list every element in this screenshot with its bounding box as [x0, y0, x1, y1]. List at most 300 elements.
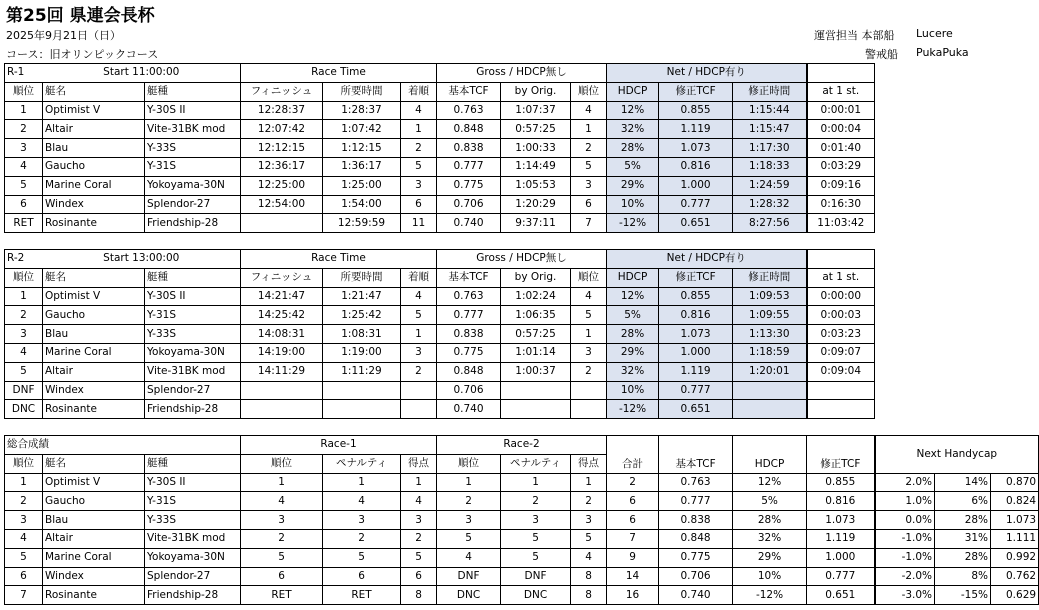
race1-col-header: by Orig.	[501, 82, 571, 101]
race2-cell: 0:00:00	[807, 287, 875, 306]
race1-cell: 12:28:37	[241, 101, 323, 120]
race2-cell: 5	[401, 306, 437, 325]
overall-cell: 1	[241, 473, 323, 492]
race2-cell: 3	[401, 343, 437, 362]
race1-race-time-header: Race Time	[241, 64, 437, 83]
race1-cell: 0.651	[659, 214, 733, 233]
race1-label: R-1	[5, 64, 43, 83]
race1-cell: 0:16:30	[807, 195, 875, 214]
overall-cell: 0.816	[807, 492, 875, 511]
race2-cell	[501, 381, 571, 400]
overall-cell: 0.651	[807, 586, 875, 605]
race1-cell: 5	[571, 157, 607, 176]
race2-col-header: 艇名	[43, 268, 145, 287]
race1-cell: 1:28:32	[733, 195, 807, 214]
race2-cell	[501, 400, 571, 419]
race1-cell: 2	[401, 139, 437, 158]
overall-cell: 5	[401, 548, 437, 567]
overall-cell: Rosinante	[43, 586, 145, 605]
race2-cell: 0.777	[437, 306, 501, 325]
race2-gross-header: Gross / HDCP無し	[437, 250, 607, 269]
race2-col-header: 所要時間	[323, 268, 401, 287]
overall-cell: 5	[5, 548, 43, 567]
race2-col-header: at 1 st.	[807, 268, 875, 287]
race2-cell	[571, 381, 607, 400]
overall-cell: 0.762	[991, 567, 1039, 586]
course-name: コース：旧オリンピックコース	[6, 48, 159, 61]
race2-cell: 1	[571, 325, 607, 344]
overall-cell: 5	[323, 548, 401, 567]
overall-cell: 0.824	[991, 492, 1039, 511]
race2-cell	[323, 400, 401, 419]
race2-cell: Windex	[43, 381, 145, 400]
race2-cell: 1:09:55	[733, 306, 807, 325]
race1-cell: 1:36:17	[323, 157, 401, 176]
race1-cell: 0:09:16	[807, 176, 875, 195]
table-row	[5, 492, 1039, 511]
overall-cell: -1.0%	[875, 548, 935, 567]
overall-cell: 1.000	[807, 548, 875, 567]
race2-cell: 1:13:30	[733, 325, 807, 344]
race1-cell: 1:12:15	[323, 139, 401, 158]
overall-cell: 0.838	[659, 511, 733, 530]
race1-cell: 0:00:04	[807, 120, 875, 139]
race1-cell: 0:03:29	[807, 157, 875, 176]
overall-cell: DNC	[501, 586, 571, 605]
overall-cell: 6	[241, 567, 323, 586]
overall-cell: Y-30S II	[145, 473, 241, 492]
race2-cell: Optimist V	[43, 287, 145, 306]
race1-col-header: at 1 st.	[807, 82, 875, 101]
overall-cell: 8	[401, 586, 437, 605]
overall-cell: Altair	[43, 529, 145, 548]
table-row	[5, 529, 1039, 548]
race1-cell: 1:07:37	[501, 101, 571, 120]
race1-cell: Windex	[43, 195, 145, 214]
race1-cell: 4	[571, 101, 607, 120]
race1-cell: 5%	[607, 157, 659, 176]
race2-cell: 1:00:37	[501, 362, 571, 381]
overall-cell: 2	[401, 529, 437, 548]
race1-cell: 4	[5, 157, 43, 176]
overall-col-header: 得点	[571, 454, 607, 473]
race2-col-header: HDCP	[607, 268, 659, 287]
race2-cell: 5	[571, 306, 607, 325]
race1-cell: 1:20:29	[501, 195, 571, 214]
race1-cell: 0.855	[659, 101, 733, 120]
race1-cell: 0:01:40	[807, 139, 875, 158]
race1-cell: 0:57:25	[501, 120, 571, 139]
race2-cell: 0.855	[659, 287, 733, 306]
race1-cell: 0.777	[437, 157, 501, 176]
race1-cell: Blau	[43, 139, 145, 158]
race2-col-header: 基本TCF	[437, 268, 501, 287]
race2-cell: 0.838	[437, 325, 501, 344]
race2-cell: 0.763	[437, 287, 501, 306]
overall-cell: DNF	[501, 567, 571, 586]
overall-cell: 3	[571, 511, 607, 530]
race1-cell: 1:17:30	[733, 139, 807, 158]
overall-cell: 0.992	[991, 548, 1039, 567]
overall-col-header: 順位	[437, 454, 501, 473]
race2-cell	[323, 381, 401, 400]
race1-cell: 1	[401, 120, 437, 139]
overall-cell: Vite-31BK mod	[145, 529, 241, 548]
race1-cell: 1.119	[659, 120, 733, 139]
overall-cell: 2	[323, 529, 401, 548]
race2-cell: 1.119	[659, 362, 733, 381]
race2-cell: DNC	[5, 400, 43, 419]
race2-net-header: Net / HDCP有り	[607, 250, 807, 269]
race1-cell: 1:14:49	[501, 157, 571, 176]
overall-cell: 7	[607, 529, 659, 548]
overall-cell: 6	[401, 567, 437, 586]
overall-cell: 1	[501, 473, 571, 492]
overall-cell: 0.763	[659, 473, 733, 492]
overall-col-header: 順位	[5, 454, 43, 473]
overall-cell: DNF	[437, 567, 501, 586]
race2-cell: Vite-31BK mod	[145, 362, 241, 381]
race2-cell	[241, 381, 323, 400]
race2-cell: 14:19:00	[241, 343, 323, 362]
table-row	[5, 139, 875, 158]
race2-cell: 1:11:29	[323, 362, 401, 381]
race2-cell	[401, 400, 437, 419]
overall-cell: 2	[5, 492, 43, 511]
race1-cell: 5	[401, 157, 437, 176]
overall-cell: Y-31S	[145, 492, 241, 511]
overall-cell: 1	[437, 473, 501, 492]
table-row	[5, 120, 875, 139]
overall-cell: 6	[607, 511, 659, 530]
race2-cell: 5	[5, 362, 43, 381]
race1-col-header: 着順	[401, 82, 437, 101]
staff-role-2: 警戒船	[865, 48, 898, 61]
race1-cell: 0.763	[437, 101, 501, 120]
race1-cell: 4	[401, 101, 437, 120]
race1-cell: Yokoyama-30N	[145, 176, 241, 195]
overall-cell: -3.0%	[875, 586, 935, 605]
overall-cell: 4	[241, 492, 323, 511]
race1-cell: Friendship-28	[145, 214, 241, 233]
race1-cell: 8:27:56	[733, 214, 807, 233]
race2-cell: 1:01:14	[501, 343, 571, 362]
race2-cell: 0.651	[659, 400, 733, 419]
overall-base-tcf-header: 基本TCF	[659, 436, 733, 474]
overall-cell: RET	[323, 586, 401, 605]
race1-cell: 1:24:59	[733, 176, 807, 195]
race1-cell: 1:05:53	[501, 176, 571, 195]
overall-hdcp-header: HDCP	[733, 436, 807, 474]
overall-cell: 1.073	[807, 511, 875, 530]
overall-cell: 0.848	[659, 529, 733, 548]
race1-cell: 1	[571, 120, 607, 139]
race2-cell: 5%	[607, 306, 659, 325]
table-row	[5, 381, 875, 400]
race-date: 2025年9月21日（日）	[6, 29, 121, 42]
overall-cell: 5	[437, 529, 501, 548]
overall-cell: 0.777	[659, 492, 733, 511]
overall-cell: 1	[5, 473, 43, 492]
race2-cell: 4	[5, 343, 43, 362]
overall-col-header: ペナルティ	[501, 454, 571, 473]
overall-col-header: ペナルティ	[323, 454, 401, 473]
race1-cell: 0.706	[437, 195, 501, 214]
race1-cell: 12:36:17	[241, 157, 323, 176]
race2-cell: 1	[5, 287, 43, 306]
overall-cell: 16	[607, 586, 659, 605]
overall-cell: 3	[501, 511, 571, 530]
race2-cell: 0:03:23	[807, 325, 875, 344]
race1-cell: 2	[571, 139, 607, 158]
overall-cell: 3	[401, 511, 437, 530]
race1-cell: 0.848	[437, 120, 501, 139]
table-row	[5, 473, 1039, 492]
race2-cell: 1:25:42	[323, 306, 401, 325]
race1-col-header: 基本TCF	[437, 82, 501, 101]
race1-cell: 1:18:33	[733, 157, 807, 176]
overall-cell: 12%	[733, 473, 807, 492]
overall-cell: 7	[5, 586, 43, 605]
race1-cell: 12:12:15	[241, 139, 323, 158]
race1-col-header: 所要時間	[323, 82, 401, 101]
overall-cell: 8	[571, 567, 607, 586]
race2-cell: 4	[571, 287, 607, 306]
race2-cell: 4	[401, 287, 437, 306]
race2-cell: 1	[401, 325, 437, 344]
race2-cell	[241, 400, 323, 419]
race2-cell: 0.848	[437, 362, 501, 381]
overall-cell: 1	[323, 473, 401, 492]
overall-cell: Friendship-28	[145, 586, 241, 605]
race2-cell: 14:25:42	[241, 306, 323, 325]
overall-cell: Y-33S	[145, 511, 241, 530]
race1-cell: Splendor-27	[145, 195, 241, 214]
race1-empty-header	[807, 64, 875, 83]
race1-cell: Y-31S	[145, 157, 241, 176]
race1-cell: 0.775	[437, 176, 501, 195]
race2-cell: -12%	[607, 400, 659, 419]
overall-cell: 4	[401, 492, 437, 511]
race1-cell: 6	[571, 195, 607, 214]
overall-cell: 31%	[935, 529, 991, 548]
overall-cell: 2	[437, 492, 501, 511]
overall-cell: 1.0%	[875, 492, 935, 511]
overall-cell: 14%	[935, 473, 991, 492]
race1-col-header: 艇名	[43, 82, 145, 101]
race2-start-time: Start 13:00:00	[43, 250, 241, 269]
race1-cell: 12:54:00	[241, 195, 323, 214]
race2-cell	[807, 400, 875, 419]
race1-cell: 1:54:00	[323, 195, 401, 214]
race1-cell: Vite-31BK mod	[145, 120, 241, 139]
overall-cell: 1.073	[991, 511, 1039, 530]
race2-col-header: by Orig.	[501, 268, 571, 287]
overall-col-header: 艇種	[145, 454, 241, 473]
overall-cell: 2.0%	[875, 473, 935, 492]
overall-total-header: 合計	[607, 436, 659, 474]
race2-cell: 28%	[607, 325, 659, 344]
race1-cell: 0.816	[659, 157, 733, 176]
race1-results-table	[4, 63, 875, 233]
overall-cell: Windex	[43, 567, 145, 586]
race2-cell: DNF	[5, 381, 43, 400]
race2-col-header: 艇種	[145, 268, 241, 287]
race2-cell: Friendship-28	[145, 400, 241, 419]
overall-cell: 0.775	[659, 548, 733, 567]
staff-name-2: PukaPuka	[916, 46, 969, 59]
overall-cell: 5	[501, 529, 571, 548]
race2-cell: 14:08:31	[241, 325, 323, 344]
race2-cell: 1:06:35	[501, 306, 571, 325]
overall-race1-header: Race-1	[241, 436, 437, 455]
race1-cell: 12:25:00	[241, 176, 323, 195]
race2-cell: 3	[5, 325, 43, 344]
overall-cell: 5	[241, 548, 323, 567]
overall-cell: 9	[607, 548, 659, 567]
race1-cell: 10%	[607, 195, 659, 214]
overall-cell: Splendor-27	[145, 567, 241, 586]
table-row	[5, 567, 1039, 586]
race2-cell: 2	[571, 362, 607, 381]
overall-results-table	[4, 435, 1039, 605]
race1-cell	[241, 214, 323, 233]
overall-cell: 10%	[733, 567, 807, 586]
table-row	[5, 214, 875, 233]
race2-cell: Yokoyama-30N	[145, 343, 241, 362]
overall-cell: 2	[607, 473, 659, 492]
race2-cell: Gaucho	[43, 306, 145, 325]
race1-col-header: 艇種	[145, 82, 241, 101]
race1-cell: Gaucho	[43, 157, 145, 176]
race2-cell: 0:09:04	[807, 362, 875, 381]
race1-col-header: 修正時間	[733, 82, 807, 101]
table-row	[5, 195, 875, 214]
overall-cell: 0.777	[807, 567, 875, 586]
race1-cell: 0.838	[437, 139, 501, 158]
overall-cell: 4	[437, 548, 501, 567]
table-row	[5, 511, 1039, 530]
race1-cell: 3	[401, 176, 437, 195]
race2-cell: Y-33S	[145, 325, 241, 344]
race2-cell: 0.777	[659, 381, 733, 400]
race1-cell: -12%	[607, 214, 659, 233]
race1-cell: Rosinante	[43, 214, 145, 233]
race2-cell: 0:00:03	[807, 306, 875, 325]
race1-cell: 12%	[607, 101, 659, 120]
table-row	[5, 101, 875, 120]
race1-cell: 2	[5, 120, 43, 139]
race1-cell: 11:03:42	[807, 214, 875, 233]
race2-cell: 1.000	[659, 343, 733, 362]
race1-cell: 12:59:59	[323, 214, 401, 233]
overall-cell: -12%	[733, 586, 807, 605]
race1-col-header: 順位	[571, 82, 607, 101]
race1-cell: 0:00:01	[807, 101, 875, 120]
race1-cell: 3	[5, 139, 43, 158]
overall-col-header: 艇名	[43, 454, 145, 473]
race2-col-header: 着順	[401, 268, 437, 287]
race2-cell: 0:57:25	[501, 325, 571, 344]
race1-cell: RET	[5, 214, 43, 233]
race1-cell: 11	[401, 214, 437, 233]
overall-next-handicap-header: Next Handycap	[875, 436, 1039, 474]
race2-col-header: 順位	[571, 268, 607, 287]
race2-cell: Y-31S	[145, 306, 241, 325]
overall-cell: -1.0%	[875, 529, 935, 548]
race2-cell: Y-30S II	[145, 287, 241, 306]
overall-cell: -15%	[935, 586, 991, 605]
overall-label: 総合成績	[5, 436, 241, 455]
staff-name-1: Lucere	[916, 27, 953, 40]
overall-cell: 8	[571, 586, 607, 605]
race2-cell: 0:09:07	[807, 343, 875, 362]
race2-cell: Rosinante	[43, 400, 145, 419]
race2-empty-header	[807, 250, 875, 269]
overall-cell: 0.870	[991, 473, 1039, 492]
race2-cell: 14:21:47	[241, 287, 323, 306]
overall-corr-tcf-header: 修正TCF	[807, 436, 875, 474]
race2-col-header: フィニッシュ	[241, 268, 323, 287]
race1-cell: 3	[571, 176, 607, 195]
table-row	[5, 343, 875, 362]
race1-cell: 29%	[607, 176, 659, 195]
race2-cell	[733, 381, 807, 400]
race1-cell: 6	[5, 195, 43, 214]
race2-cell: 0.706	[437, 381, 501, 400]
race1-gross-header: Gross / HDCP無し	[437, 64, 607, 83]
overall-cell: 4	[323, 492, 401, 511]
overall-cell: 3	[437, 511, 501, 530]
race2-cell: 2	[5, 306, 43, 325]
overall-cell: 28%	[733, 511, 807, 530]
race1-col-header: フィニッシュ	[241, 82, 323, 101]
overall-cell: 2	[501, 492, 571, 511]
overall-cell: 28%	[935, 548, 991, 567]
race1-cell: 1:25:00	[323, 176, 401, 195]
race2-cell: 3	[571, 343, 607, 362]
overall-cell: 28%	[935, 511, 991, 530]
overall-col-header: 順位	[241, 454, 323, 473]
race1-cell: 0.740	[437, 214, 501, 233]
race1-cell: 6	[401, 195, 437, 214]
race2-cell: 2	[401, 362, 437, 381]
table-row	[5, 287, 875, 306]
overall-cell: Yokoyama-30N	[145, 548, 241, 567]
race1-cell: 9:37:11	[501, 214, 571, 233]
race1-cell: Optimist V	[43, 101, 145, 120]
race2-cell	[733, 400, 807, 419]
race2-cell: 0.740	[437, 400, 501, 419]
race1-cell: 32%	[607, 120, 659, 139]
overall-cell: DNC	[437, 586, 501, 605]
overall-cell: 5	[501, 548, 571, 567]
race2-cell: Altair	[43, 362, 145, 381]
overall-cell: Gaucho	[43, 492, 145, 511]
overall-cell: 1.111	[991, 529, 1039, 548]
race1-cell: 7	[571, 214, 607, 233]
table-row	[5, 400, 875, 419]
overall-cell: 1	[401, 473, 437, 492]
race1-cell: 5	[5, 176, 43, 195]
overall-cell: 0.855	[807, 473, 875, 492]
overall-cell: 6	[607, 492, 659, 511]
overall-cell: 6%	[935, 492, 991, 511]
overall-cell: 2	[571, 492, 607, 511]
race2-cell: Blau	[43, 325, 145, 344]
race1-cell: 1.000	[659, 176, 733, 195]
race1-net-header: Net / HDCP有り	[607, 64, 807, 83]
